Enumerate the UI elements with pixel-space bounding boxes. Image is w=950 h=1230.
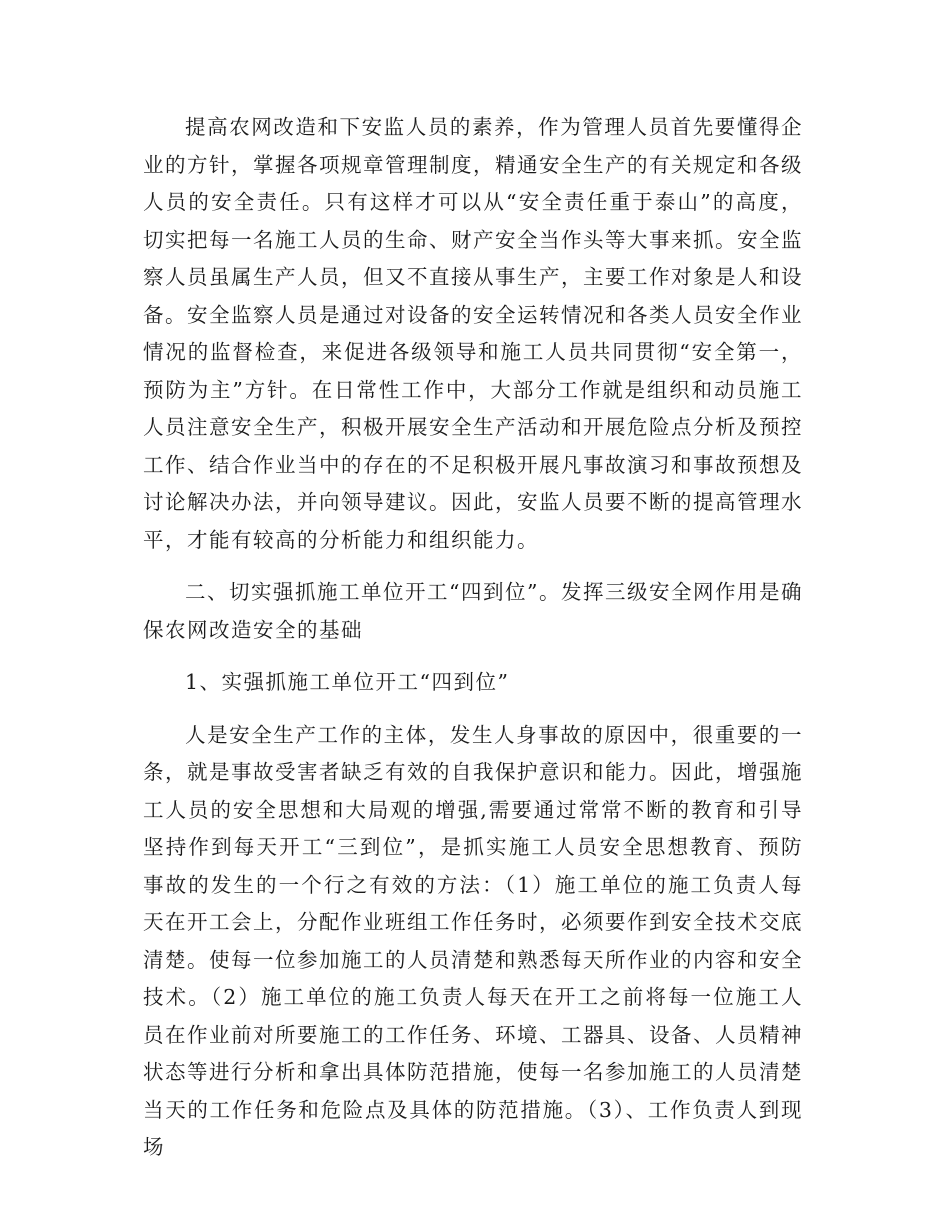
- section-heading-2: 二、切实强抓施工单位开工“四到位”。发挥三级安全网作用是确保农网改造安全的基础: [143, 580, 803, 642]
- document-body: [143, 109, 803, 1167]
- body-paragraph-1: 提高农网改造和下安监人员的素养，作为管理人员首先要懂得企业的方针，掌握各项规章管理制度，精通安全生产的有关规定和各级人员的安全责任。只有这样才可以从“安全责任重于泰山”的高度，切实把每一名施工人员的生命、财产安全当作头等大事来抓。安全监察人员虽属生产人员，但又不直接从事生产，主要工作对象是人和设备。安全监察人员是通过对设备的安全运转情况和各类人员安全作业情况的监督检查，来促进各级领导和施工人员共同贯彻“安全第一，预防为主”方针。在日常性工作中，大部分工作就是组织和动员施工人员注意安全生产，积极开展安全生产活动和开展危险点分析及预控工作、结合作业当中的存在的不足积极开展凡事故演习和事故预想及讨论解决办法，并向领导建议。因此，安监人员要不断的提高管理水平，才能有较高的分析能力和组织能力。: [143, 115, 803, 552]
- subsection-heading-1: 1、实强抓施工单位开工“四到位”: [185, 670, 510, 694]
- body-paragraph-2: 人是安全生产工作的主体，发生人身事故的原因中，很重要的一条，就是事故受害者缺乏有效的自我保护意识和能力。因此，增强施工人员的安全思想和大局观的增强,需要通过常常不断的教育和引导坚持作到每天开工“三到位”，是抓实施工人员安全思想教育、预防事故的发生的一个行之有效的方法：（1）施工单位的施工负责人每天在开工会上，分配作业班组工作任务时，必须要作到安全技术交底清楚。使每一位参加施工的人员清楚和熟悉每天所作业的内容和安全技术。（2）施工单位的施工负责人每天在开工之前将每一位施工人员在作业前对所要施工的工作任务、环境、工器具、设备、人员精神状态等进行分析和拿出具体防范措施，使每一名参加施工的人员清楚当天的工作任务和危险点及具体的防范措施。（3）、工作负责人到现场: [143, 722, 803, 1159]
